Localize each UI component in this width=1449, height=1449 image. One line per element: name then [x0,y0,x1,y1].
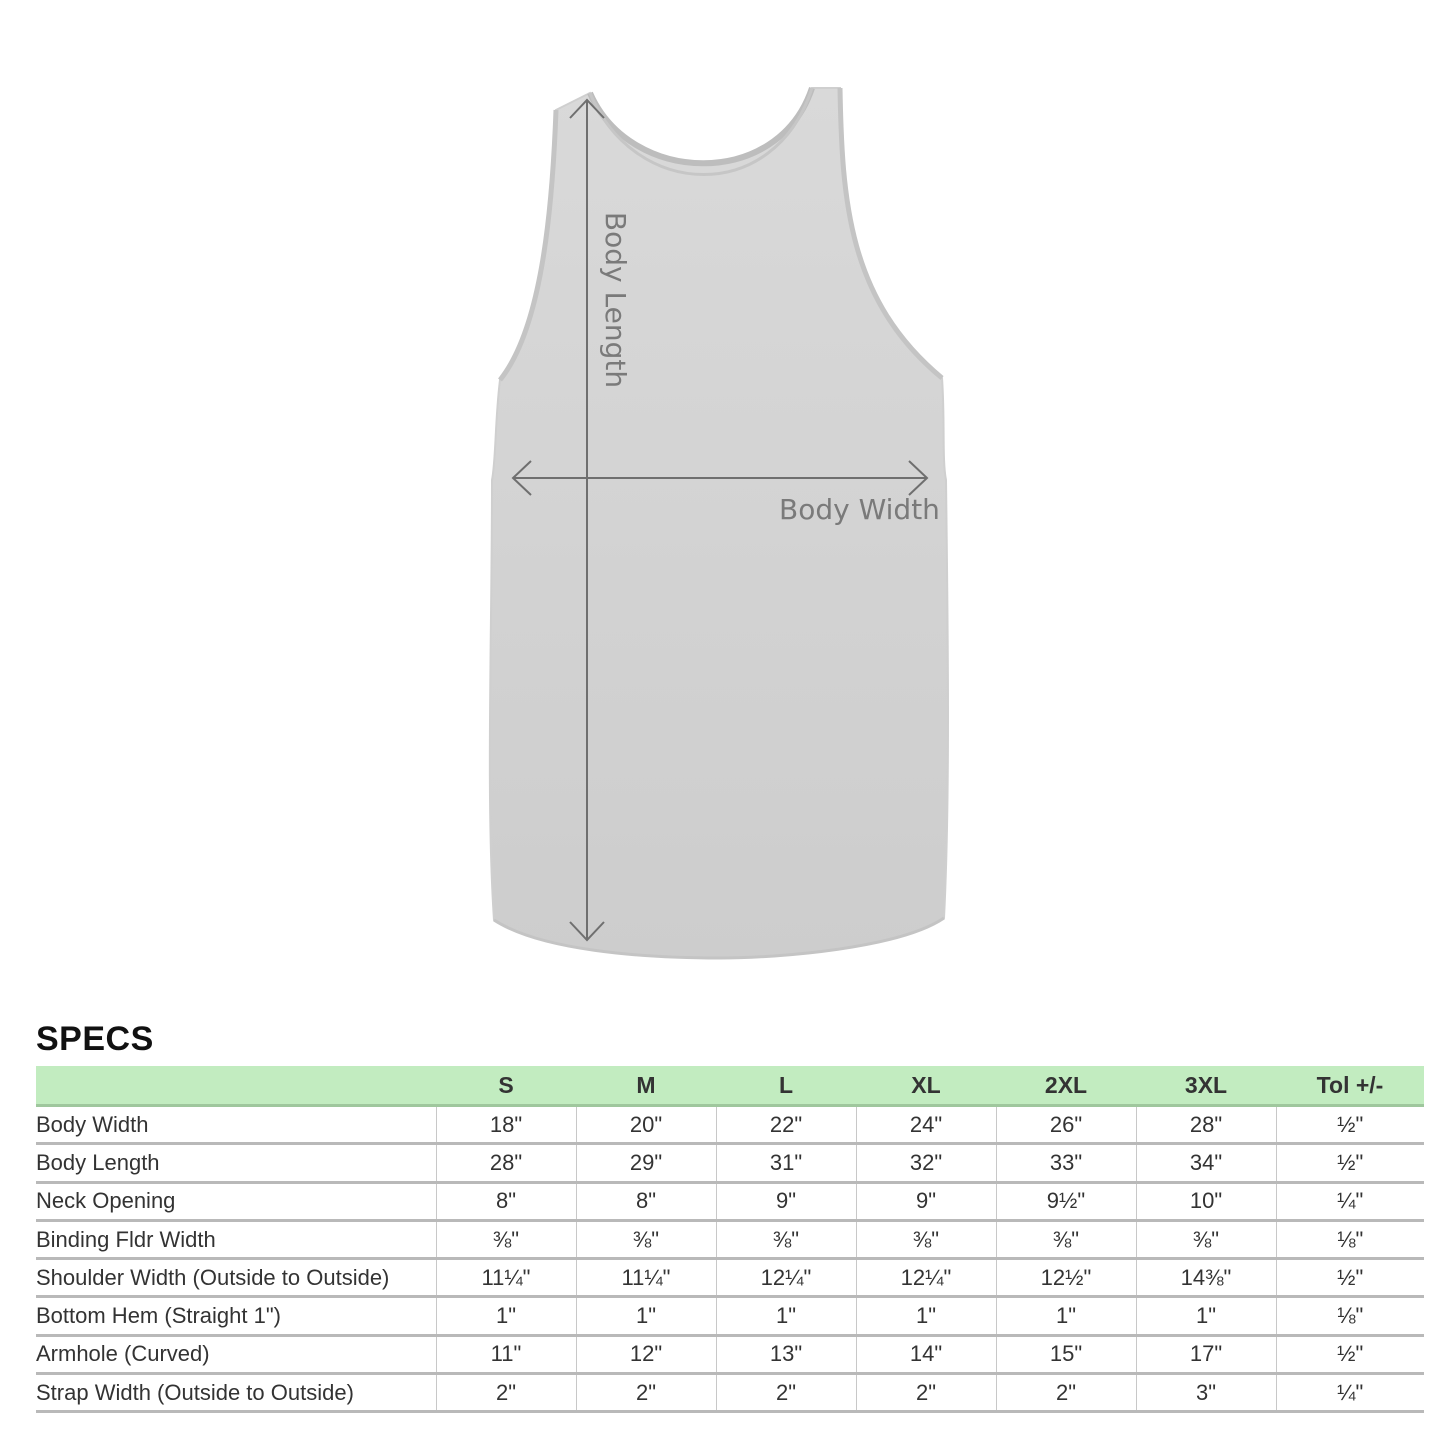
table-cell: 13" [716,1335,856,1373]
row-label: Bottom Hem (Straight 1") [36,1297,436,1335]
table-cell: ⅜" [856,1220,996,1258]
table-cell: ⅜" [716,1220,856,1258]
table-cell: 2" [576,1374,716,1412]
column-header-2xl: 2XL [996,1066,1136,1106]
table-cell: 14" [856,1335,996,1373]
row-label: Neck Opening [36,1182,436,1220]
table-cell: 29" [576,1144,716,1182]
column-header-tolerance: Tol +/- [1276,1066,1424,1106]
table-cell: ½" [1276,1144,1424,1182]
table-cell: 11¼" [576,1259,716,1297]
table-cell: ⅜" [1136,1220,1276,1258]
table-row [36,1182,1424,1220]
table-cell: 1" [436,1297,576,1335]
column-header-3xl: 3XL [1136,1066,1276,1106]
table-row [36,1297,1424,1335]
table-cell: 28" [1136,1106,1276,1144]
table-cell: 1" [1136,1297,1276,1335]
table-cell: ½" [1276,1106,1424,1144]
row-label: Body Length [36,1144,436,1182]
table-cell: 22" [716,1106,856,1144]
table-cell: 34" [1136,1144,1276,1182]
table-row [36,1374,1424,1412]
row-label: Armhole (Curved) [36,1335,436,1373]
table-cell: 2" [716,1374,856,1412]
table-cell: ⅜" [436,1220,576,1258]
column-header-l: L [716,1066,856,1106]
table-cell: 24" [856,1106,996,1144]
table-cell: ⅜" [576,1220,716,1258]
column-header-s: S [436,1066,576,1106]
table-cell: 12¼" [856,1259,996,1297]
table-cell: 17" [1136,1335,1276,1373]
specs-table [36,1066,1424,1413]
table-cell: 11" [436,1335,576,1373]
table-row [36,1144,1424,1182]
table-row [36,1220,1424,1258]
table-cell: 1" [716,1297,856,1335]
table-cell: 20" [576,1106,716,1144]
table-cell: 2" [436,1374,576,1412]
row-label: Binding Fldr Width [36,1220,436,1258]
table-cell: ¼" [1276,1182,1424,1220]
table-cell: 1" [856,1297,996,1335]
table-cell: 10" [1136,1182,1276,1220]
body-width-label: Body Width [779,493,940,526]
row-label: Shoulder Width (Outside to Outside) [36,1259,436,1297]
table-cell: 14⅜" [1136,1259,1276,1297]
table-row [36,1259,1424,1297]
table-cell: 32" [856,1144,996,1182]
table-row [36,1335,1424,1373]
table-cell: ¼" [1276,1374,1424,1412]
table-cell: 3" [1136,1374,1276,1412]
column-header-xl: XL [856,1066,996,1106]
table-cell: 11¼" [436,1259,576,1297]
table-cell: 31" [716,1144,856,1182]
table-cell: 28" [436,1144,576,1182]
table-cell: 8" [436,1182,576,1220]
table-cell: 9" [716,1182,856,1220]
row-label: Body Width [36,1106,436,1144]
table-cell: 1" [996,1297,1136,1335]
table-cell: ⅛" [1276,1297,1424,1335]
column-header [36,1066,436,1106]
specs-title: SPECS [36,1020,154,1058]
table-cell: 9½" [996,1182,1136,1220]
specs-header-row [36,1066,1424,1106]
table-cell: 12¼" [716,1259,856,1297]
table-cell: 15" [996,1335,1136,1373]
table-cell: 8" [576,1182,716,1220]
table-cell: ⅛" [1276,1220,1424,1258]
body-length-label: Body Length [599,211,632,389]
table-cell: ½" [1276,1259,1424,1297]
table-cell: 9" [856,1182,996,1220]
table-cell: 12½" [996,1259,1136,1297]
table-cell: 1" [576,1297,716,1335]
table-cell: 33" [996,1144,1136,1182]
table-cell: 2" [996,1374,1136,1412]
table-cell: ⅜" [996,1220,1136,1258]
table-cell: 12" [576,1335,716,1373]
table-cell: 2" [856,1374,996,1412]
table-cell: 26" [996,1106,1136,1144]
column-header-m: M [576,1066,716,1106]
row-label: Strap Width (Outside to Outside) [36,1374,436,1412]
table-cell: ½" [1276,1335,1424,1373]
table-row [36,1106,1424,1144]
table-cell: 18" [436,1106,576,1144]
